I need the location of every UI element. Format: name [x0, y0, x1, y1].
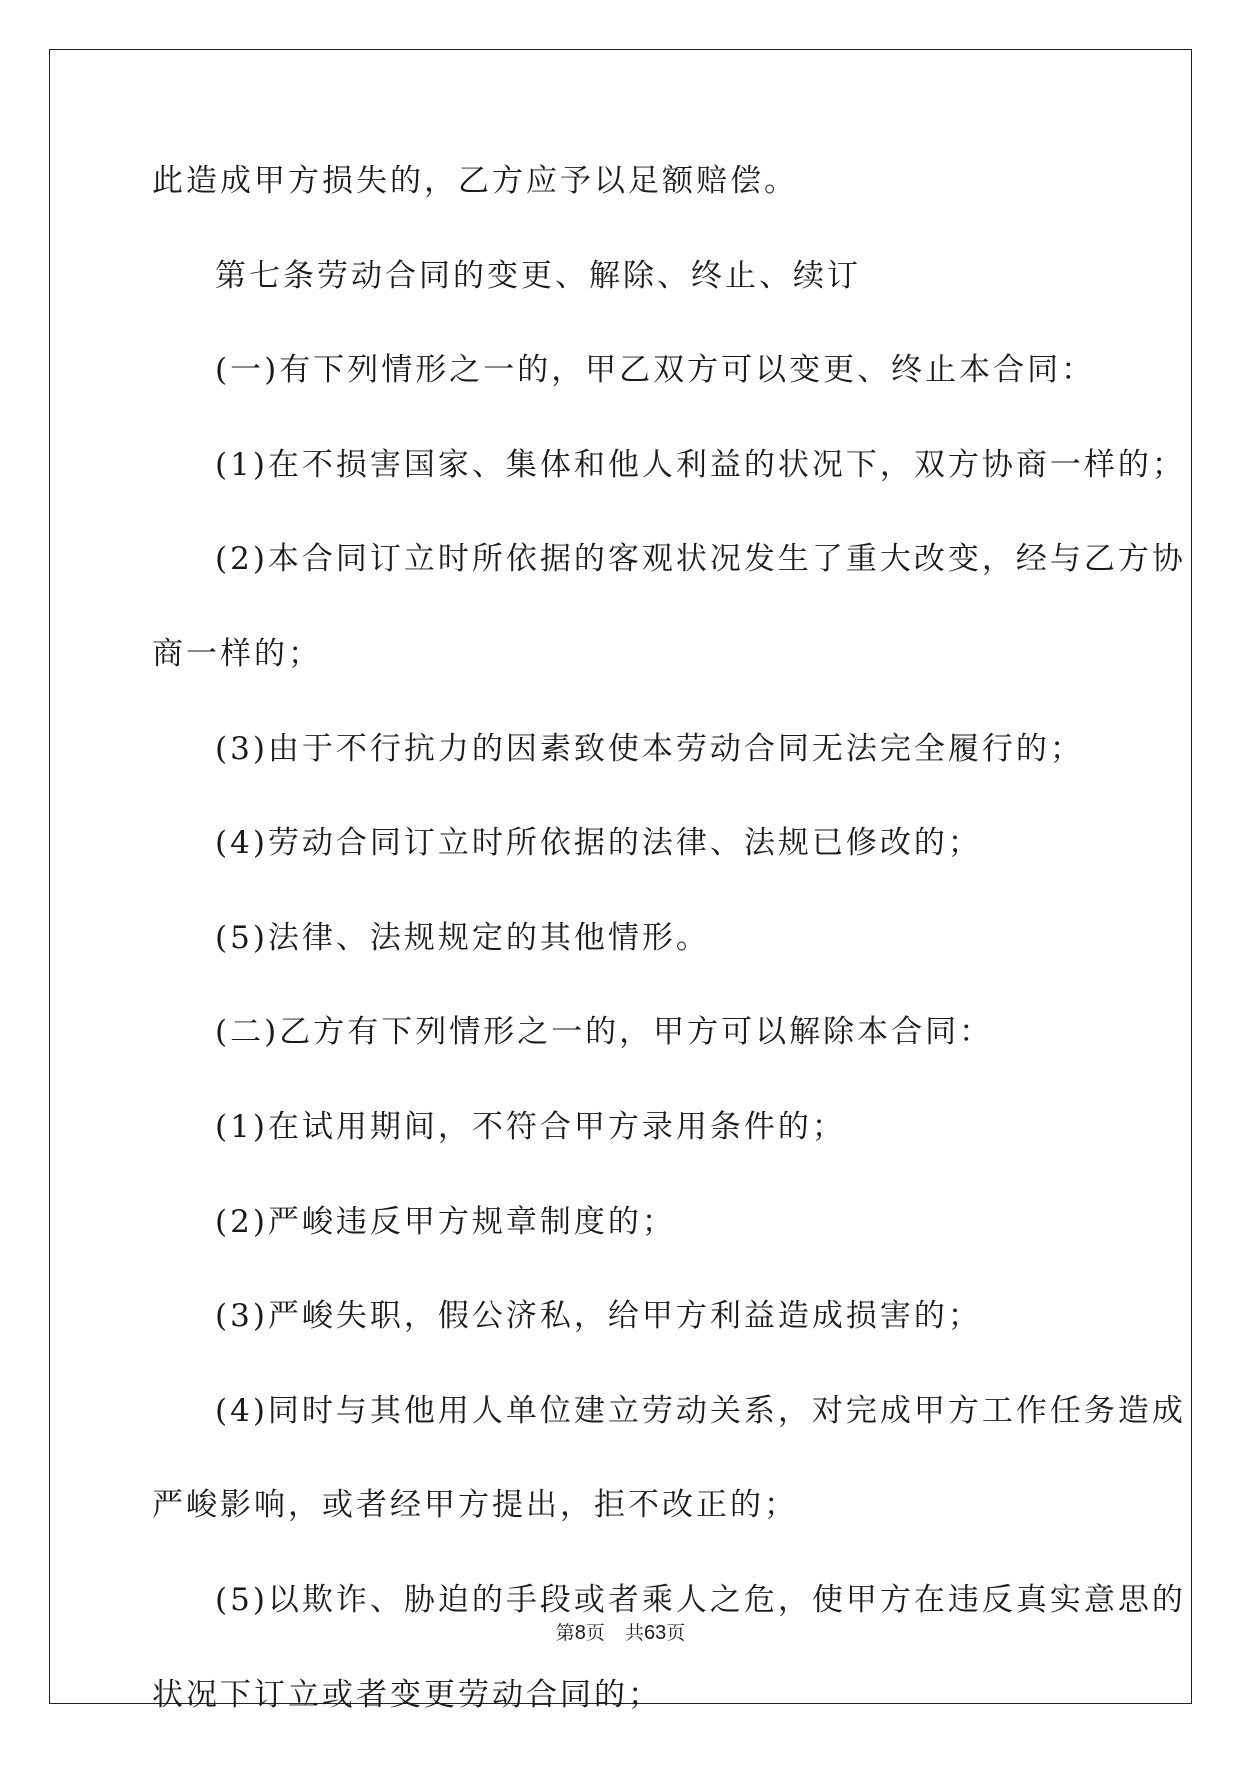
page-number: 8: [575, 1622, 586, 1644]
text-line: (一)有下列情形之一的，甲乙双方可以变更、终止本合同：: [152, 347, 1092, 442]
document-body: [152, 158, 1092, 1766]
page-suffix: 页: [586, 1622, 605, 1644]
total-suffix: 页: [666, 1622, 685, 1644]
total-prefix: 共: [625, 1622, 644, 1644]
text-line: (1)在试用期间，不符合甲方录用条件的；: [152, 1104, 1092, 1199]
text-line: 商一样的；: [152, 631, 1092, 726]
text-line: 状况下订立或者变更劳动合同的；: [152, 1672, 1092, 1766]
text-line: (1)在不损害国家、集体和他人利益的状况下，双方协商一样的；: [152, 442, 1092, 537]
text-line: (3)严峻失职，假公济私，给甲方利益造成损害的；: [152, 1293, 1092, 1388]
page-prefix: 第: [556, 1622, 575, 1644]
text-line: (4)劳动合同订立时所依据的法律、法规已修改的；: [152, 820, 1092, 915]
text-line: (4)同时与其他用人单位建立劳动关系，对完成甲方工作任务造成: [152, 1388, 1092, 1483]
text-line: 此造成甲方损失的，乙方应予以足额赔偿。: [152, 158, 1092, 253]
text-line: (5)法律、法规规定的其他情形。: [152, 915, 1092, 1010]
text-line: (5)以欺诈、胁迫的手段或者乘人之危，使甲方在违反真实意思的: [152, 1577, 1092, 1672]
text-line: 第七条劳动合同的变更、解除、终止、续订: [152, 253, 1092, 348]
total-pages: 63: [644, 1622, 666, 1644]
page-footer: [0, 1618, 1241, 1645]
text-line: (2)本合同订立时所依据的客观状况发生了重大改变，经与乙方协: [152, 536, 1092, 631]
text-line: (二)乙方有下列情形之一的，甲方可以解除本合同：: [152, 1009, 1092, 1104]
text-line: (2)严峻违反甲方规章制度的；: [152, 1199, 1092, 1294]
text-line: 严峻影响，或者经甲方提出，拒不改正的；: [152, 1482, 1092, 1577]
text-line: (3)由于不行抗力的因素致使本劳动合同无法完全履行的；: [152, 726, 1092, 821]
